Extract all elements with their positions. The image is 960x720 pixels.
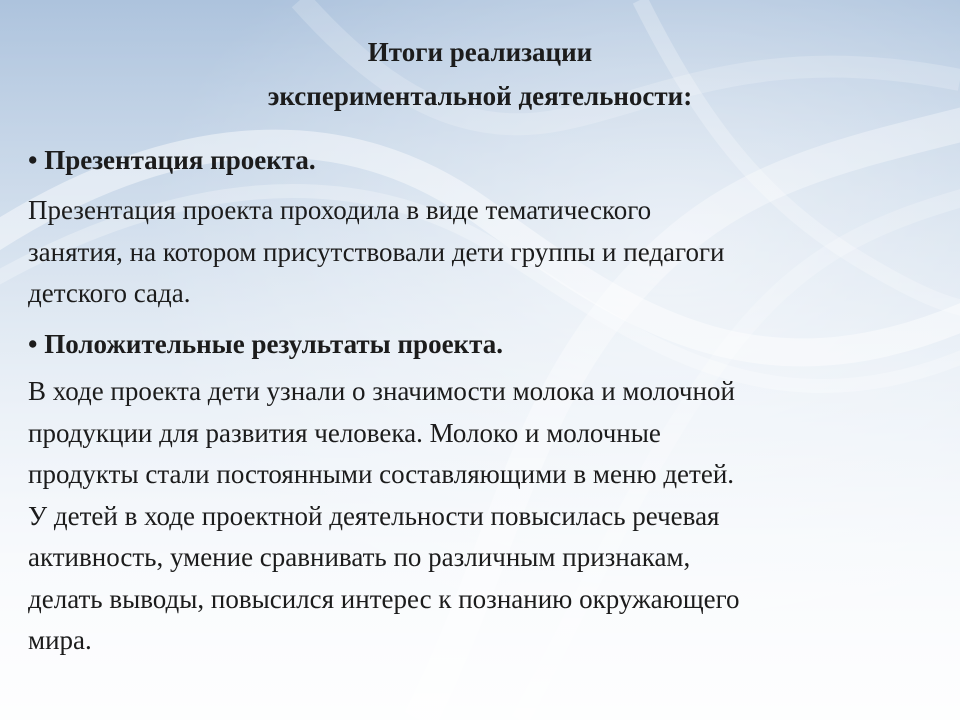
paragraph-line: У детей в ходе проектной деятельности повысилась речевая (28, 500, 720, 531)
section-heading-presentation: • Презентация проекта. (28, 145, 316, 175)
paragraph-line: продукции для развития человека. Молоко и молочные (28, 417, 661, 448)
section-paragraph-presentation (28, 190, 948, 315)
paragraph-line: В ходе проекта дети узнали о значимости молока и молочной (28, 376, 735, 406)
title-line: экспериментальной деятельности: (267, 81, 693, 111)
paragraph-line: продукты стали постоянными составляющими в меню детей. (28, 459, 735, 489)
section-heading-results: • Положительные результаты проекта. (28, 329, 503, 359)
paragraph-line: мира. (28, 625, 92, 655)
paragraph-line: активность, умение сравнивать по различным признакам, (28, 542, 691, 572)
section-paragraph-results (28, 371, 948, 662)
paragraph-line: Презентация проекта проходила в виде тематического (28, 195, 652, 225)
paragraph-line: делать выводы, повысился интерес к познанию окружающего (28, 583, 740, 614)
title-line: Итоги реализации (367, 37, 593, 67)
paragraph-line: детского сада. (28, 278, 191, 308)
paragraph-line: занятия, на котором присутствовали дети группы и педагоги (28, 236, 725, 267)
slide-title (0, 30, 960, 118)
